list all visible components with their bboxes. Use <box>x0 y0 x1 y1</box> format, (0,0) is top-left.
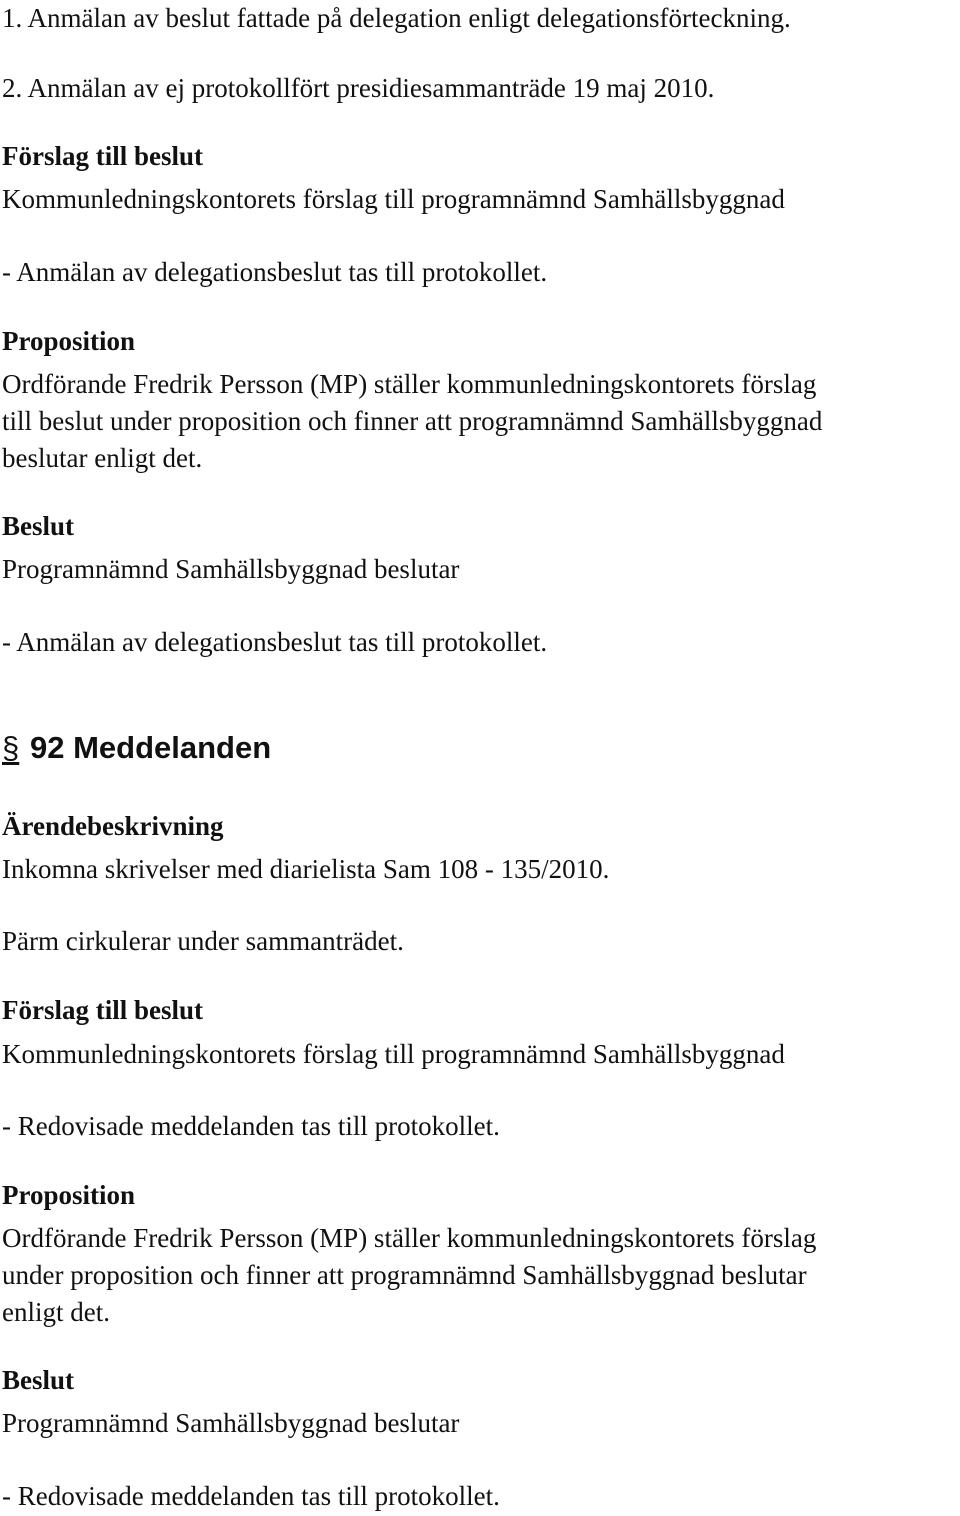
arende-line-1: Inkomna skrivelser med diarielista Sam 108 - 135/2010. <box>2 854 610 884</box>
forslag-text: Kommunledningskontorets förslag till programnämnd Samhällsbyggnad <box>2 184 785 214</box>
beslut-heading: Beslut <box>2 511 75 541</box>
forslag-bullet-92: - Redovisade meddelanden tas till protokollet. <box>2 1111 500 1141</box>
forslag-heading-92: Förslag till beslut <box>2 995 203 1025</box>
beslut-bullet-92: - Redovisade meddelanden tas till protokollet. <box>2 1481 500 1511</box>
proposition-heading-92: Proposition <box>2 1180 136 1210</box>
beslut-text-92: Programnämnd Samhällsbyggnad beslutar <box>2 1408 460 1438</box>
proposition-line-1: Ordförande Fredrik Persson (MP) ställer kommunledningskontorets förslag <box>2 369 817 399</box>
forslag-bullet: - Anmälan av delegationsbeslut tas till protokollet. <box>2 257 548 287</box>
proposition-line-2: till beslut under proposition och finner att programnämnd Samhällsbyggnad <box>2 406 823 436</box>
arende-line-2: Pärm cirkulerar under sammanträdet. <box>2 926 404 956</box>
proposition-line-2-92: under proposition och finner att programnämnd Samhällsbyggnad beslutar <box>2 1260 807 1290</box>
proposition-line-3-92: enligt det. <box>2 1297 110 1327</box>
list-item-2: 2. Anmälan av ej protokollfört presidiesammanträde 19 maj 2010. <box>2 73 715 103</box>
arende-heading: Ärendebeskrivning <box>2 811 224 841</box>
list-item-1: 1. Anmälan av beslut fattade på delegation enligt delegationsförteckning. <box>2 3 791 33</box>
proposition-line-3: beslutar enligt det. <box>2 443 203 473</box>
forslag-text-92: Kommunledningskontorets förslag till programnämnd Samhällsbyggnad <box>2 1039 785 1069</box>
section-heading <box>2 726 271 770</box>
paragraph-symbol-icon: § <box>2 730 20 765</box>
proposition-line-1-92: Ordförande Fredrik Persson (MP) ställer kommunledningskontorets förslag <box>2 1223 817 1253</box>
forslag-heading: Förslag till beslut <box>2 141 203 171</box>
beslut-heading-92: Beslut <box>2 1365 75 1395</box>
proposition-heading: Proposition <box>2 326 136 356</box>
beslut-bullet: - Anmälan av delegationsbeslut tas till protokollet. <box>2 627 548 657</box>
section-title: 92 Meddelanden <box>30 730 272 765</box>
beslut-text: Programnämnd Samhällsbyggnad beslutar <box>2 554 460 584</box>
